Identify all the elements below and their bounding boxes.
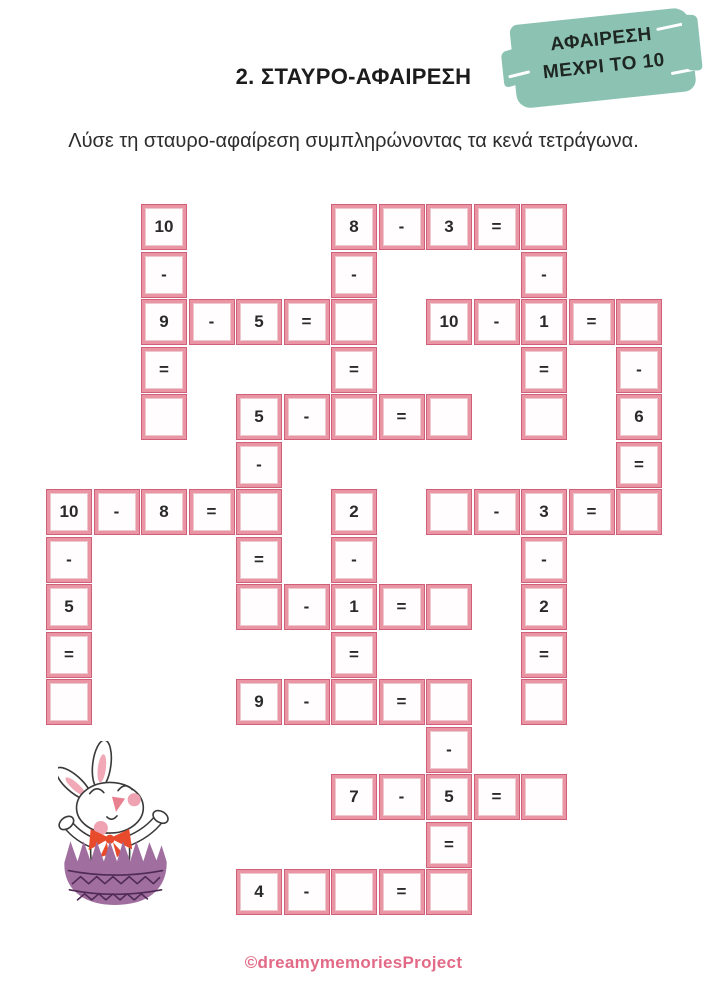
puzzle-given-cell: 10 <box>47 490 91 534</box>
puzzle-given-cell: 2 <box>522 585 566 629</box>
puzzle-given-cell: - <box>285 395 329 439</box>
puzzle-given-cell: 3 <box>522 490 566 534</box>
puzzle-given-cell: 1 <box>332 585 376 629</box>
badge-text-line2: ΜΕΧΡΙ ΤΟ 10 <box>541 49 666 84</box>
puzzle-given-cell: 5 <box>237 300 281 344</box>
puzzle-answer-cell[interactable] <box>332 870 376 914</box>
puzzle-answer-cell[interactable] <box>237 490 281 534</box>
puzzle-given-cell: - <box>475 490 519 534</box>
puzzle-answer-cell[interactable] <box>332 680 376 724</box>
puzzle-given-cell: - <box>285 585 329 629</box>
puzzle-given-cell: = <box>522 633 566 677</box>
puzzle-given-cell: = <box>617 443 661 487</box>
puzzle-answer-cell[interactable] <box>522 205 566 249</box>
instruction-text: Λύσε τη σταυρο-αφαίρεση συμπληρώνοντας τα κενά τετράγωνα. <box>68 130 639 152</box>
puzzle-given-cell: = <box>380 870 424 914</box>
puzzle-given-cell: - <box>332 538 376 582</box>
puzzle-given-cell: = <box>237 538 281 582</box>
puzzle-given-cell: 10 <box>142 205 186 249</box>
puzzle-answer-cell[interactable] <box>332 300 376 344</box>
puzzle-given-cell: 10 <box>427 300 471 344</box>
puzzle-given-cell: - <box>190 300 234 344</box>
puzzle-given-cell: 6 <box>617 395 661 439</box>
puzzle-given-cell: = <box>380 680 424 724</box>
puzzle-given-cell: - <box>380 205 424 249</box>
puzzle-given-cell: = <box>475 205 519 249</box>
puzzle-answer-cell[interactable] <box>427 680 471 724</box>
badge-text-line1: ΑΦΑΙΡΕΣΗ <box>549 23 653 56</box>
puzzle-given-cell: 5 <box>427 775 471 819</box>
puzzle-given-cell: 9 <box>237 680 281 724</box>
puzzle-given-cell: - <box>285 680 329 724</box>
puzzle-answer-cell[interactable] <box>427 585 471 629</box>
puzzle-given-cell: = <box>570 300 614 344</box>
puzzle-given-cell: = <box>332 633 376 677</box>
puzzle-given-cell: = <box>47 633 91 677</box>
puzzle-given-cell: = <box>380 395 424 439</box>
puzzle-given-cell: 4 <box>237 870 281 914</box>
puzzle-given-cell: - <box>332 253 376 297</box>
puzzle-given-cell: - <box>47 538 91 582</box>
puzzle-given-cell: = <box>332 348 376 392</box>
puzzle-given-cell: 5 <box>47 585 91 629</box>
puzzle-given-cell: 5 <box>237 395 281 439</box>
puzzle-given-cell: - <box>142 253 186 297</box>
puzzle-given-cell: - <box>522 253 566 297</box>
puzzle-given-cell: - <box>95 490 139 534</box>
bunny-in-egg-illustration <box>58 741 174 909</box>
topic-badge <box>509 7 697 109</box>
puzzle-given-cell: - <box>617 348 661 392</box>
puzzle-answer-cell[interactable] <box>47 680 91 724</box>
puzzle-given-cell: = <box>190 490 234 534</box>
puzzle-given-cell: - <box>285 870 329 914</box>
puzzle-given-cell: 8 <box>142 490 186 534</box>
copyright-footer: ©dreamymemoriesProject <box>244 953 463 972</box>
puzzle-answer-cell[interactable] <box>237 585 281 629</box>
puzzle-answer-cell[interactable] <box>427 870 471 914</box>
puzzle-given-cell: = <box>142 348 186 392</box>
puzzle-given-cell: = <box>570 490 614 534</box>
puzzle-given-cell: - <box>427 728 471 772</box>
puzzle-given-cell: - <box>237 443 281 487</box>
bunny-head <box>77 782 144 835</box>
puzzle-answer-cell[interactable] <box>522 775 566 819</box>
puzzle-given-cell: - <box>475 300 519 344</box>
page-title: 2. ΣΤΑΥΡΟ-ΑΦΑΙΡΕΣΗ <box>235 64 472 89</box>
puzzle-answer-cell[interactable] <box>427 490 471 534</box>
puzzle-answer-cell[interactable] <box>522 395 566 439</box>
puzzle-answer-cell[interactable] <box>522 680 566 724</box>
puzzle-answer-cell[interactable] <box>142 395 186 439</box>
puzzle-answer-cell[interactable] <box>617 300 661 344</box>
puzzle-given-cell: = <box>285 300 329 344</box>
puzzle-given-cell: = <box>475 775 519 819</box>
puzzle-given-cell: 1 <box>522 300 566 344</box>
puzzle-given-cell: 8 <box>332 205 376 249</box>
puzzle-given-cell: = <box>427 823 471 867</box>
puzzle-given-cell: - <box>522 538 566 582</box>
puzzle-given-cell: = <box>522 348 566 392</box>
puzzle-given-cell: = <box>380 585 424 629</box>
puzzle-given-cell: 3 <box>427 205 471 249</box>
puzzle-given-cell: - <box>380 775 424 819</box>
puzzle-given-cell: 7 <box>332 775 376 819</box>
puzzle-answer-cell[interactable] <box>332 395 376 439</box>
puzzle-answer-cell[interactable] <box>617 490 661 534</box>
puzzle-given-cell: 9 <box>142 300 186 344</box>
puzzle-given-cell: 2 <box>332 490 376 534</box>
puzzle-answer-cell[interactable] <box>427 395 471 439</box>
